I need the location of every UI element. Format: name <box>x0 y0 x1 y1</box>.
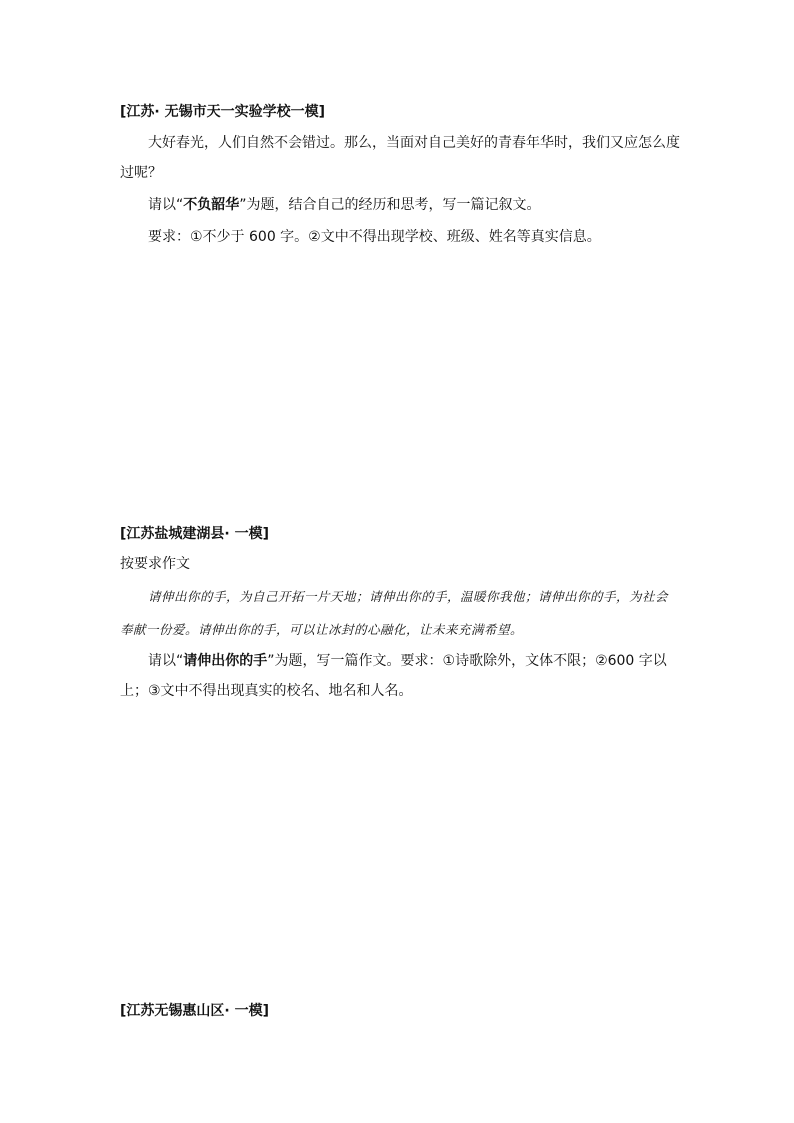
section2-heading: [江苏盐城建湖县· 一模] <box>120 526 269 542</box>
section3-heading: [江苏无锡惠山区· 一模] <box>120 1003 269 1019</box>
section1-prompt <box>120 190 680 220</box>
section1-prompt-title: 不负韶华 <box>183 197 240 213</box>
section1-prompt-after: ”为题，结合自己的经历和思考，写一篇记叙文。 <box>239 197 541 213</box>
section1-intro: 大好春光，人们自然不会错过。那么，当面对自己美好的青春年华时，我们又应怎么度过呢？ <box>120 135 680 181</box>
section2-instruction: 按要求作文 <box>120 556 190 572</box>
section2-prompt <box>120 646 680 706</box>
section1-heading: [江苏· 无锡市天一实验学校一模] <box>120 104 325 120</box>
section2-prompt-title: 请伸出你的手 <box>183 653 268 669</box>
section2-material: 请伸出你的手，为自己开拓一片天地；请伸出你的手，温暖你我他；请伸出你的手，为社会奉献一份爱。请伸出你的手，可以让冰封的心融化，让未来充满希望。 <box>120 589 669 637</box>
section1-requirements: 要求：①不少于 600 字。②文中不得出现学校、班级、姓名等真实信息。 <box>148 229 601 245</box>
section1-prompt-before: 请以“ <box>148 197 184 213</box>
section2-prompt-after: ”为题，写一篇作文。要求：①诗歌除外，文体不限；②600 字以上；③文中不得出现真实的校名、地名和人名。 <box>120 653 667 699</box>
section2-prompt-before: 请以“ <box>148 653 184 669</box>
